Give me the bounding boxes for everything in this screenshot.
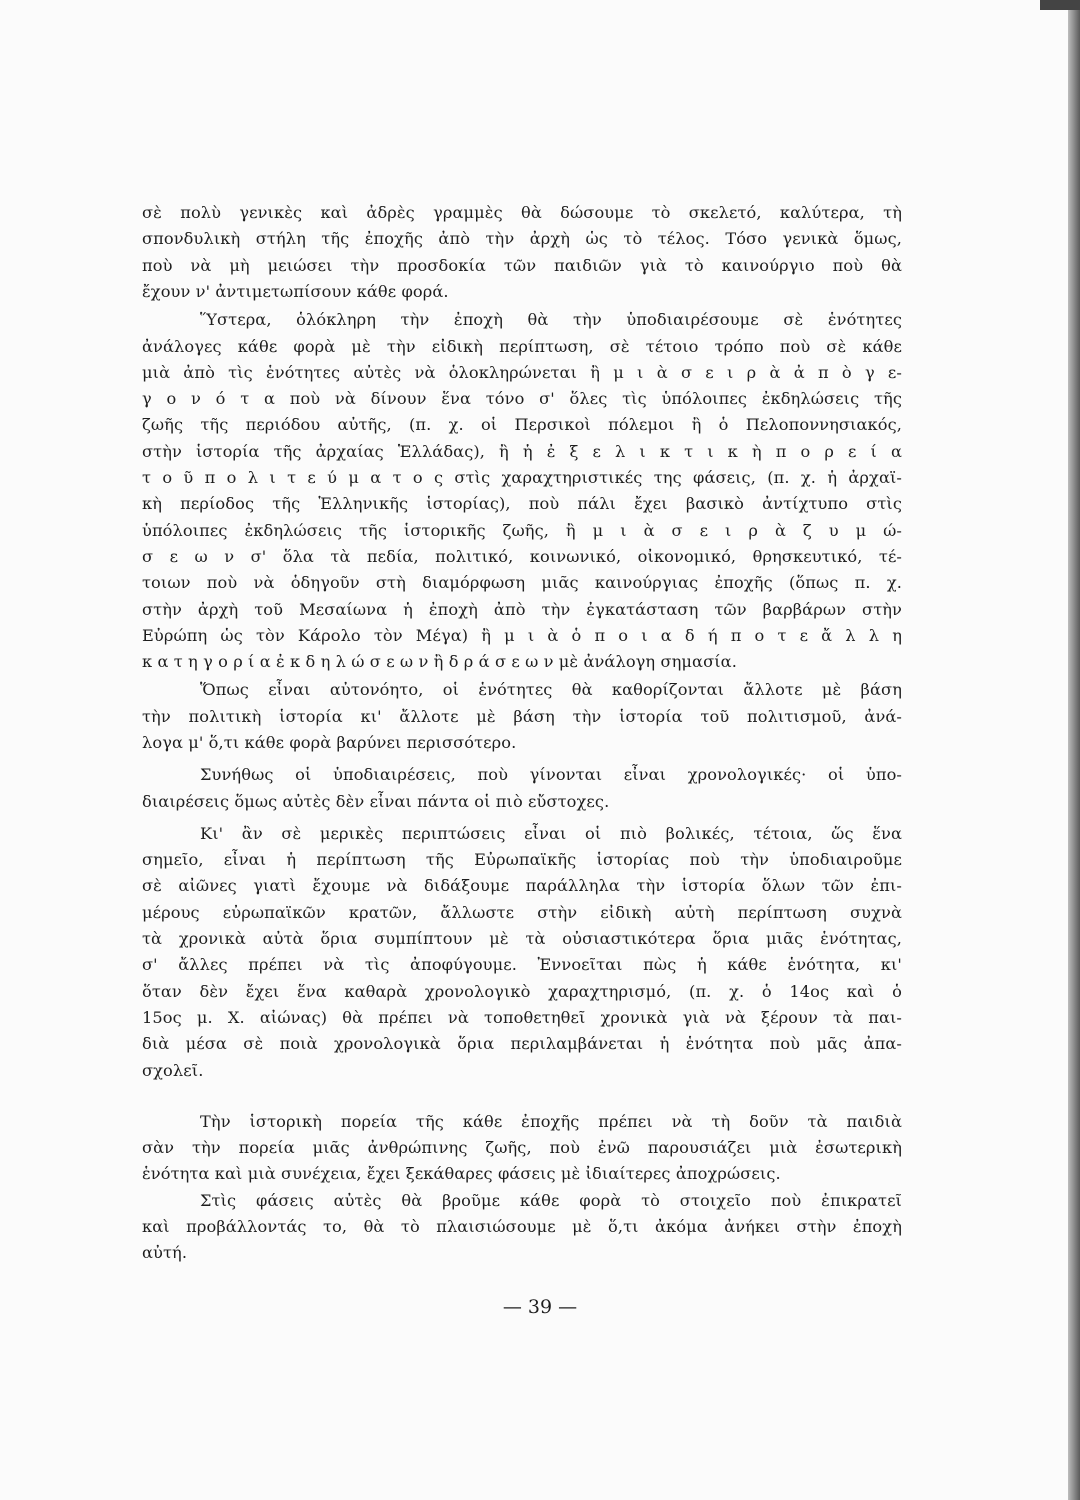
text-line: αὐτή. xyxy=(142,1243,188,1262)
text-line: ἀνάλογες κάθε φορὰ μὲ τὴν εἰδικὴ περίπτωση, σὲ τέτοιο τρόπο ποὺ σὲ κάθε xyxy=(142,337,902,356)
text-line: ὑπόλοιπες ἐκδηλώσεις τῆς ἱστορικῆς ζωῆς, ἢ μ ι ὰ σ ε ι ρ ὰ ζ υ μ ώ- xyxy=(142,521,902,540)
text-line: σὲ πολὺ γενικὲς καὶ ἀδρὲς γραμμὲς θὰ δώσουμε τὸ σκελετό, καλύτερα, τὴ xyxy=(142,203,902,222)
text-line: 15ος μ. Χ. αἰώνας) θὰ πρέπει νὰ τοποθετηθεῖ χρονικὰ γιὰ νὰ ξέρουν τὰ παι- xyxy=(142,1008,902,1027)
text-line: Συνήθως οἱ ὑποδιαιρέσεις, ποὺ γίνονται εἶναι χρονολογικές· οἱ ὑπο- xyxy=(200,765,902,784)
text-line: σὲ αἰῶνες γιατὶ ἔχουμε νὰ διδάξουμε παράλληλα τὴν ἱστορία ὅλων τῶν ἐπι- xyxy=(142,876,902,895)
text-line: Στὶς φάσεις αὐτὲς θὰ βροῦμε κάθε φορὰ τὸ στοιχεῖο ποὺ ἐπικρατεῖ xyxy=(200,1191,902,1210)
text-line: Κι' ἂν σὲ μερικὲς περιπτώσεις εἶναι οἱ πιὸ βολικές, τέτοια, ὥς ἕνα xyxy=(200,824,902,843)
text-line: ἑνότητα καὶ μιὰ συνέχεια, ἔχει ξεκάθαρες φάσεις μὲ ἰδιαίτερες ἀποχρώσεις. xyxy=(142,1164,781,1183)
text-line: ἔχουν ν' ἀντιμετωπίσουν κάθε φορά. xyxy=(142,282,449,301)
text-line: σχολεῖ. xyxy=(142,1061,204,1080)
text-line: σπονδυλικὴ στήλη τῆς ἐποχῆς ἀπὸ τὴν ἀρχὴ ὡς τὸ τέλος. Τόσο γενικὰ ὅμως, xyxy=(142,229,902,248)
text-line: τοιων ποὺ νὰ ὁδηγοῦν στὴ διαμόρφωση μιᾶς καινούργιας ἐποχῆς (ὅπως π. χ. xyxy=(142,573,902,592)
text-line: Ὕστερα, ὁλόκληρη τὴν ἐποχὴ θὰ τὴν ὑποδιαιρέσουμε σὲ ἑνότητες xyxy=(200,310,902,329)
page-number: — 39 — xyxy=(502,1296,578,1318)
text-line: στὴν ἱστορία τῆς ἀρχαίας Ἑλλάδας), ἢ ἡ ἐ ξ ε λ ι κ τ ι κ ὴ π ο ρ ε ί α xyxy=(142,442,902,461)
text-line: σ ε ω ν σ' ὅλα τὰ πεδία, πολιτικό, κοινωνικό, οἰκονομικό, θρησκευτικό, τέ- xyxy=(142,547,902,566)
scan-border xyxy=(1068,0,1080,1500)
scan-corner xyxy=(1040,0,1080,10)
text-line: γ ο ν ό τ α ποὺ νὰ δίνουν ἕνα τόνο σ' ὅλες τὶς ὑπόλοιπες ἐκδηλώσεις τῆς xyxy=(142,389,902,408)
text-line: διὰ μέσα σὲ ποιὰ χρονολογικὰ ὅρια περιλαμβάνεται ἡ ἑνότητα ποὺ μᾶς ἀπα- xyxy=(142,1034,902,1053)
text-line: μιὰ ἀπὸ τὶς ἑνότητες αὐτὲς νὰ ὁλοκληρώνεται ἢ μ ι ὰ σ ε ι ρ ὰ ἀ π ὸ γ ε- xyxy=(142,363,902,382)
text-line: σ' ἄλλες πρέπει νὰ τὶς ἀποφύγουμε. Ἐννοεῖται πὼς ἡ κάθε ἑνότητα, κι' xyxy=(142,955,902,974)
text-line: ζωῆς τῆς περιόδου αὐτῆς, (π. χ. οἱ Περσικοὶ πόλεμοι ἢ ὁ Πελοποννησιακός, xyxy=(142,415,902,434)
text-line: τὴν πολιτικὴ ἱστορία κι' ἄλλοτε μὲ βάση τὴν ἱστορία τοῦ πολιτισμοῦ, ἀνά- xyxy=(142,707,902,726)
text-line: ποὺ νὰ μὴ μειώσει τὴν προσδοκία τῶν παιδιῶν γιὰ τὸ καινούργιο ποὺ θὰ xyxy=(142,256,902,275)
text-line: Ὅπως εἶναι αὐτονόητο, οἱ ἑνότητες θὰ καθορίζονται ἄλλοτε μὲ βάση xyxy=(200,680,902,699)
text-line: σὰν τὴν πορεία μιᾶς ἀνθρώπινης ζωῆς, ποὺ ἐνῶ παρουσιάζει μιὰ ἐσωτερικὴ xyxy=(142,1138,902,1157)
text-line: τὰ χρονικὰ αὐτὰ ὅρια συμπίπτουν μὲ τὰ οὐσιαστικότερα ὅρια μιᾶς ἑνότητας, xyxy=(142,929,902,948)
text-line: διαιρέσεις ὅμως αὐτὲς δὲν εἶναι πάντα οἱ πιὸ εὔστοχες. xyxy=(142,792,610,811)
text-line: κ α τ η γ ο ρ ί α ἐ κ δ η λ ώ σ ε ω ν ἢ δ ρ ά σ ε ω ν μὲ ἀνάλογη σημασία. xyxy=(142,652,737,671)
text-line: μέρους εὐρωπαϊκῶν κρατῶν, ἄλλωστε στὴν εἰδικὴ αὐτὴ περίπτωση συχνὰ xyxy=(142,903,902,922)
text-line: τ ο ῦ π ο λ ι τ ε ύ μ α τ ο ς στὶς χαραχτηριστικές της φάσεις, (π. χ. ἡ ἀρχαϊ- xyxy=(142,468,902,487)
text-line: λογα μ' ὅ,τι κάθε φορὰ βαρύνει περισσότερο. xyxy=(142,733,517,752)
text-line: σημεῖο, εἶναι ἡ περίπτωση τῆς Εὐρωπαϊκῆς ἱστορίας ποὺ τὴν ὑποδιαιροῦμε xyxy=(142,850,902,869)
text-line: καὶ προβάλλοντάς το, θὰ τὸ πλαισιώσουμε μὲ ὅ,τι ἀκόμα ἀνήκει στὴν ἐποχὴ xyxy=(142,1217,902,1236)
text-line: Τὴν ἱστορικὴ πορεία τῆς κάθε ἐποχῆς πρέπει νὰ τὴ δοῦν τὰ παιδιὰ xyxy=(200,1112,902,1131)
text-line: ὅταν δὲν ἔχει ἕνα καθαρὰ χρονολογικὸ χαραχτηρισμό, (π. χ. ὁ 14ος καὶ ὁ xyxy=(142,982,902,1001)
text-line: στὴν ἀρχὴ τοῦ Μεσαίωνα ἡ ἐποχὴ ἀπὸ τὴν ἐγκατάσταση τῶν βαρβάρων στὴν xyxy=(142,600,902,619)
text-line: Εὐρώπη ὡς τὸν Κάρολο τὸν Μέγα) ἢ μ ι ὰ ὁ π ο ι α δ ή π ο τ ε ἄ λ λ η xyxy=(142,626,902,645)
text-line: κὴ περίοδος τῆς Ἑλληνικῆς ἱστορίας), ποὺ πάλι ἔχει βασικὸ ἀντίχτυπο στὶς xyxy=(142,494,902,513)
